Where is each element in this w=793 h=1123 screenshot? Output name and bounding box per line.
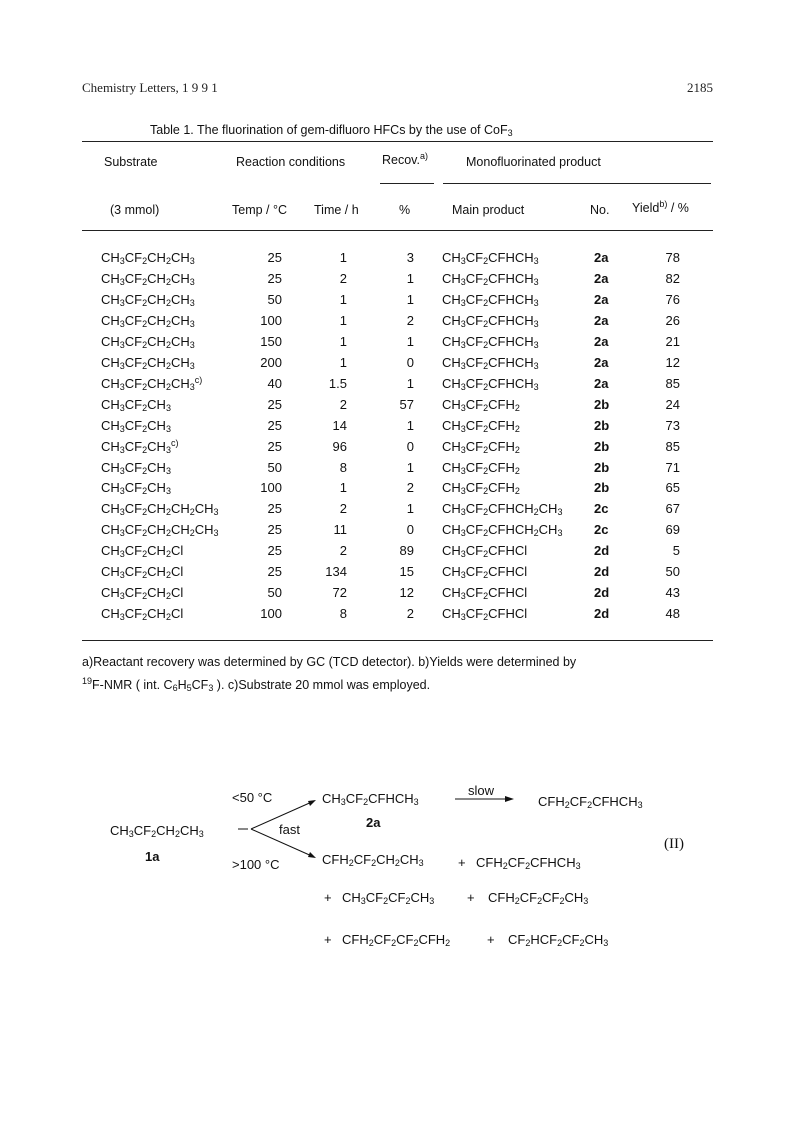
cell-substrate: $CH_3CF_2CH_2Cl$ (101, 543, 184, 560)
cell-product: $CH_3CF_2CFHCl$ (442, 585, 528, 602)
scheme-high-product-5: $CFH_2CF_2CF_2CFH_2$ (342, 932, 451, 948)
scheme-slow-label: slow (468, 783, 495, 798)
header-recovery: Recov.$^{a)}$ (382, 151, 428, 167)
cell-product: $CH_3CF_2CFHCH_3$ (442, 270, 539, 287)
cell-no: 2d (594, 543, 610, 559)
cell-yield: 26 (665, 312, 680, 328)
cell-temp: 50 (267, 585, 282, 601)
cell-substrate: $CH_3CF_2CH_2CH_3$ (101, 312, 195, 329)
cell-yield: 71 (665, 459, 680, 475)
cell-time: 1 (339, 354, 347, 370)
cell-yield: 50 (665, 564, 680, 580)
cell-yield: 65 (665, 480, 680, 496)
cell-substrate: $CH_3CF_2CH_3^{c)}$ (101, 437, 179, 455)
footnote-line-1: a)Reactant recovery was determined by GC (TCD detector). b)Yields were determined by (82, 655, 577, 669)
cell-time: 1 (339, 250, 347, 265)
cell-time: 1 (339, 480, 347, 496)
cell-no: 2c (594, 522, 609, 538)
cell-temp: 25 (267, 564, 282, 580)
cell-yield: 5 (672, 543, 680, 559)
cell-time: 2 (339, 396, 347, 412)
scheme-condition-low: <50 °C (232, 790, 273, 805)
cell-temp: 25 (267, 270, 282, 286)
cell-temp: 25 (267, 250, 282, 265)
cell-time: 1 (339, 312, 347, 328)
cell-no: 2b (594, 417, 610, 433)
cell-no: 2a (594, 270, 609, 286)
cell-recov: 12 (399, 585, 414, 601)
header-yield: Yield$^{b)}$ / % (632, 199, 689, 215)
cell-time: 2 (339, 543, 347, 559)
cell-substrate: $CH_3CF_2CH_2CH_3^{c)}$ (101, 374, 203, 392)
cell-no: 2a (594, 312, 609, 328)
cell-recov: 2 (406, 312, 414, 328)
cell-temp: 100 (260, 480, 282, 496)
cell-yield: 73 (665, 417, 680, 433)
cell-time: 96 (332, 438, 347, 454)
cell-substrate: $CH_3CF_2CH_2CH_2CH_3$ (101, 501, 219, 518)
cell-product: $CH_3CF_2CFH_2$ (442, 417, 520, 434)
cell-recov: 57 (399, 396, 414, 412)
table-top-rule (82, 141, 713, 142)
cell-substrate: $CH_3CF_2CH_3$ (101, 459, 171, 476)
cell-recov: 15 (399, 564, 414, 580)
cell-temp: 25 (267, 417, 282, 433)
cell-no: 2b (594, 396, 610, 412)
cell-no: 2a (594, 291, 609, 307)
table-header-rule (82, 230, 713, 231)
cell-yield: 85 (665, 375, 680, 391)
table-caption: Table 1. The fluorination of gem-difluoro HFCs by the use of CoF$_3$ (150, 123, 513, 138)
cell-temp: 25 (267, 543, 282, 559)
cell-recov: 0 (406, 438, 414, 454)
cell-temp: 50 (267, 291, 282, 307)
recovery-underline (380, 183, 434, 184)
scheme-plus-2: + (324, 890, 332, 905)
scheme-high-product-2: $CFH_2CF_2CFHCH_3$ (476, 855, 581, 871)
cell-no: 2d (594, 585, 610, 601)
scheme-high-product-3: $CH_3CF_2CF_2CH_3$ (342, 890, 435, 906)
cell-time: 8 (339, 606, 347, 622)
scheme-reactant: $CH_3CF_2CH_2CH_3$ (110, 823, 204, 839)
cell-no: 2b (594, 438, 610, 454)
cell-product: $CH_3CF_2CFH_2$ (442, 396, 520, 413)
product-underline (443, 183, 711, 184)
scheme-condition-fast: fast (279, 822, 300, 837)
cell-product: $CH_3CF_2CFH_2$ (442, 438, 520, 455)
cell-temp: 200 (260, 354, 282, 370)
cell-no: 2d (594, 564, 610, 580)
cell-substrate: $CH_3CF_2CH_2CH_3$ (101, 270, 195, 287)
cell-no: 2c (594, 501, 609, 517)
cell-yield: 43 (665, 585, 680, 601)
cell-time: 8 (339, 459, 347, 475)
scheme-plus-1: + (458, 855, 466, 870)
cell-recov: 2 (406, 480, 414, 496)
cell-time: 134 (325, 564, 347, 580)
scheme-plus-4: + (324, 932, 332, 947)
scheme-branch-arrows-icon (236, 795, 321, 865)
scheme-product-2a-id: 2a (366, 815, 381, 830)
cell-time: 1 (339, 333, 347, 349)
scheme-plus-5: + (487, 932, 495, 947)
cell-substrate: $CH_3CF_2CH_3$ (101, 480, 171, 497)
header-temp: Temp / °C (232, 203, 288, 217)
header-no: No. (590, 203, 610, 217)
cell-substrate: $CH_3CF_2CH_2Cl$ (101, 585, 184, 602)
cell-yield: 85 (665, 438, 680, 454)
cell-temp: 25 (267, 522, 282, 538)
cell-product: $CH_3CF_2CFHCH_3$ (442, 333, 539, 350)
cell-yield: 12 (665, 354, 680, 370)
cell-recov: 1 (406, 459, 414, 475)
cell-recov: 0 (406, 354, 414, 370)
scheme-high-product-6: $CF_2HCF_2CF_2CH_3$ (508, 932, 609, 948)
scheme-reactant-id: 1a (145, 849, 160, 864)
cell-time: 1.5 (328, 375, 347, 391)
scheme-slow-arrow-icon (455, 794, 515, 804)
cell-substrate: $CH_3CF_2CH_2CH_2CH_3$ (101, 522, 219, 539)
cell-temp: 50 (267, 459, 282, 475)
cell-product: $CH_3CF_2CFHCl$ (442, 606, 528, 623)
cell-yield: 24 (665, 396, 680, 412)
cell-product: $CH_3CF_2CFHCl$ (442, 564, 528, 581)
cell-substrate: $CH_3CF_2CH_2Cl$ (101, 606, 184, 623)
scheme-high-product-1: $CFH_2CF_2CH_2CH_3$ (322, 852, 424, 868)
cell-temp: 40 (267, 375, 282, 391)
cell-no: 2b (594, 480, 610, 496)
cell-no: 2a (594, 250, 609, 265)
cell-yield: 82 (665, 270, 680, 286)
cell-yield: 21 (665, 333, 680, 349)
cell-yield: 76 (665, 291, 680, 307)
cell-time: 2 (339, 501, 347, 517)
cell-recov: 3 (406, 250, 414, 265)
cell-product: $CH_3CF_2CFHCl$ (442, 543, 528, 560)
cell-no: 2a (594, 333, 609, 349)
scheme-equation-label: (II) (664, 836, 684, 852)
header-recov-unit: % (399, 203, 411, 217)
table-bottom-rule (82, 640, 713, 641)
cell-temp: 25 (267, 438, 282, 454)
cell-temp: 25 (267, 396, 282, 412)
header-main-product: Main product (452, 203, 525, 217)
cell-no: 2a (594, 375, 609, 391)
header-substrate: Substrate (104, 155, 158, 169)
scheme-condition-high: >100 °C (232, 857, 280, 872)
header-time: Time / h (314, 203, 359, 217)
cell-substrate: $CH_3CF_2CH_2CH_3$ (101, 333, 195, 350)
footnote-line-2: $^{19}$F-NMR ( int. $C_6H_5CF_3$ ). c)Substrate 20 mmol was employed. (82, 676, 431, 693)
cell-time: 72 (332, 585, 347, 601)
header-reaction-conditions: Reaction conditions (236, 155, 346, 169)
cell-substrate: $CH_3CF_2CH_2CH_3$ (101, 250, 195, 266)
header-substrate-mmol: (3 mmol) (110, 203, 160, 217)
cell-product: $CH_3CF_2CFHCH_3$ (442, 312, 539, 329)
scheme-product-2a: $CH_3CF_2CFHCH_3$ (322, 791, 419, 807)
cell-recov: 89 (399, 543, 414, 559)
cell-time: 14 (332, 417, 347, 433)
cell-product: $CH_3CF_2CFHCH_3$ (442, 354, 539, 371)
cell-substrate: $CH_3CF_2CH_3$ (101, 417, 171, 434)
cell-no: 2b (594, 459, 610, 475)
cell-yield: 48 (665, 606, 680, 622)
journal-header: Chemistry Letters, 1 9 9 1 (82, 80, 218, 95)
cell-recov: 1 (406, 291, 414, 307)
cell-product: $CH_3CF_2CFH_2$ (442, 459, 520, 476)
cell-recov: 0 (406, 522, 414, 538)
cell-temp: 100 (260, 606, 282, 622)
cell-product: $CH_3CF_2CFHCH_3$ (442, 375, 539, 392)
cell-recov: 2 (406, 606, 414, 622)
cell-no: 2a (594, 354, 609, 370)
cell-time: 2 (339, 270, 347, 286)
cell-product: $CH_3CF_2CFHCH_2CH_3$ (442, 522, 563, 539)
cell-temp: 25 (267, 501, 282, 517)
cell-time: 11 (333, 522, 347, 538)
cell-product: $CH_3CF_2CFH_2$ (442, 480, 520, 497)
cell-substrate: $CH_3CF_2CH_3$ (101, 396, 171, 413)
cell-yield: 69 (665, 522, 680, 538)
scheme-high-product-4: $CFH_2CF_2CF_2CH_3$ (488, 890, 589, 906)
cell-recov: 1 (406, 333, 414, 349)
scheme-plus-3: + (467, 890, 475, 905)
cell-substrate: $CH_3CF_2CH_2CH_3$ (101, 291, 195, 308)
cell-time: 1 (339, 291, 347, 307)
page-number: 2185 (687, 80, 713, 95)
cell-no: 2d (594, 606, 610, 622)
cell-product: $CH_3CF_2CFHCH_2CH_3$ (442, 501, 563, 518)
cell-recov: 1 (406, 375, 414, 391)
cell-product: $CH_3CF_2CFHCH_3$ (442, 291, 539, 308)
cell-substrate: $CH_3CF_2CH_2Cl$ (101, 564, 184, 581)
scheme-product-slow: $CFH_2CF_2CFHCH_3$ (538, 794, 643, 810)
cell-product: $CH_3CF_2CFHCH_3$ (442, 250, 539, 266)
cell-recov: 1 (406, 501, 414, 517)
cell-temp: 150 (260, 333, 282, 349)
cell-temp: 100 (260, 312, 282, 328)
cell-substrate: $CH_3CF_2CH_2CH_3$ (101, 354, 195, 371)
cell-recov: 1 (406, 417, 414, 433)
header-monofluorinated: Monofluorinated product (466, 155, 601, 169)
cell-yield: 78 (665, 250, 680, 265)
cell-recov: 1 (406, 270, 414, 286)
cell-yield: 67 (665, 501, 680, 517)
